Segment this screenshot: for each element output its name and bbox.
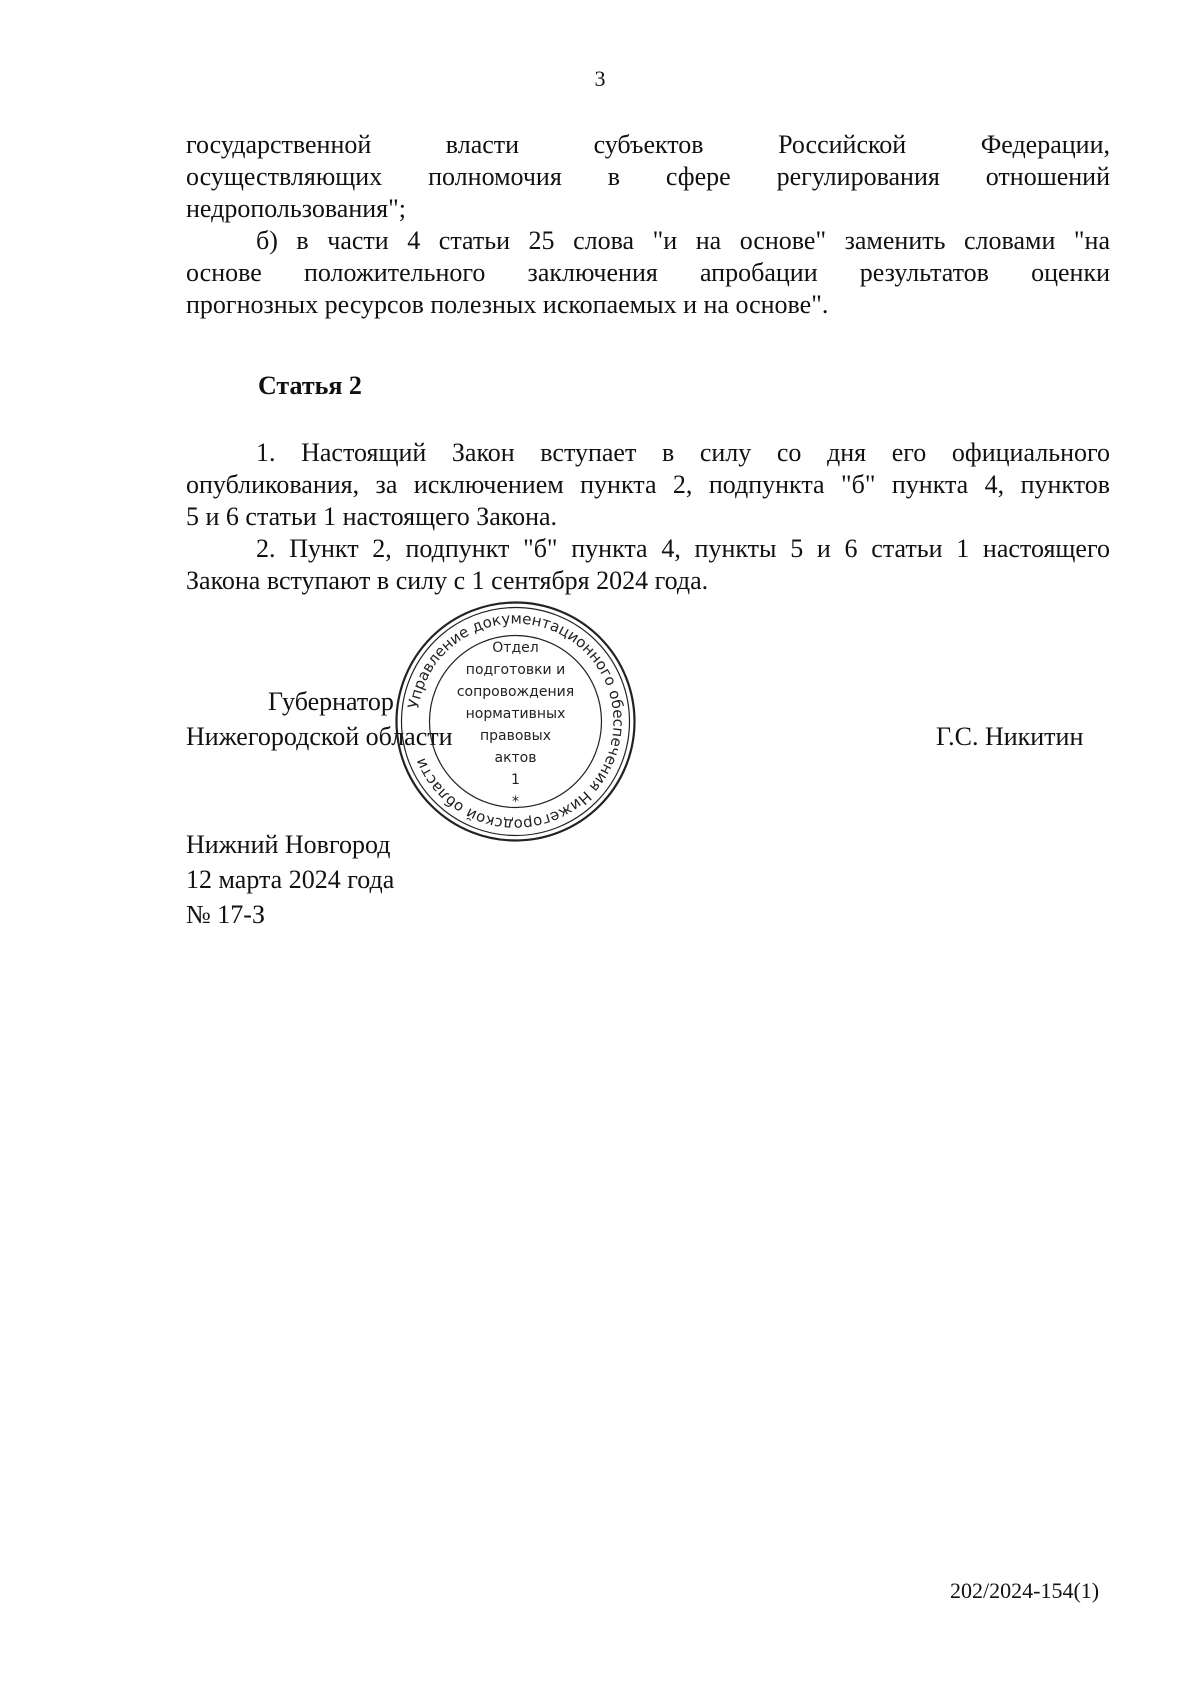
stamp-center-line: 1 <box>511 772 520 788</box>
paragraph-line: Закона вступают в силу с 1 сентября 2024 года. <box>186 566 709 595</box>
paragraph-line: б) в части 4 статьи 25 слова "и на основе" заменить словами "на <box>256 226 1110 255</box>
page-number: 3 <box>594 66 606 91</box>
paragraph-line: 5 и 6 статьи 1 настоящего Закона. <box>186 502 558 531</box>
signature-title-line-1: Губернатор <box>268 687 394 716</box>
stamp-center-line: правовых <box>479 728 552 744</box>
document-code: 202/2024-154(1) <box>950 1578 1100 1603</box>
paragraph-line: опубликования, за исключением пункта 2, подпункта "б" пункта 4, пунктов <box>186 470 1110 499</box>
stamp-ring-text: Управление документационного обеспечения Нижегородской области <box>404 609 628 834</box>
signature-name: Г.С. Никитин <box>936 722 1084 751</box>
paragraph-line: прогнозных ресурсов полезных ископаемых и на основе". <box>186 290 829 319</box>
paragraph-line: осуществляющих полномочия в сфере регулирования отношений <box>186 162 1110 191</box>
stamp-center-line: нормативных <box>465 706 566 722</box>
stamp-center-line: Отдел <box>492 640 539 656</box>
stamp-star: * <box>512 794 519 810</box>
signing-date: 12 марта 2024 года <box>186 865 395 894</box>
paragraph-line: недропользования"; <box>186 194 406 223</box>
article-heading: Статья 2 <box>258 371 362 400</box>
paragraph-line: 1. Настоящий Закон вступает в силу со дня его официального <box>256 438 1110 467</box>
stamp-center-line: сопровождения <box>456 684 575 700</box>
law-number: № 17-З <box>186 900 265 929</box>
stamp-center-line: актов <box>494 750 537 766</box>
item-b-paragraph <box>186 225 1110 321</box>
clause-1-paragraph <box>186 437 1110 533</box>
continuation-paragraph <box>186 129 1110 225</box>
signing-place: Нижний Новгород <box>186 830 391 859</box>
signature-title-line-2: Нижегородской области <box>186 722 453 751</box>
official-stamp <box>393 599 638 844</box>
clause-2-paragraph <box>186 533 1110 597</box>
stamp-center-line: подготовки и <box>465 662 566 678</box>
paragraph-line: 2. Пункт 2, подпункт "б" пункта 4, пункты 5 и 6 статьи 1 настоящего <box>256 534 1110 563</box>
paragraph-line: основе положительного заключения апробации результатов оценки <box>186 258 1110 287</box>
paragraph-line: государственной власти субъектов Российской Федерации, <box>186 130 1110 159</box>
